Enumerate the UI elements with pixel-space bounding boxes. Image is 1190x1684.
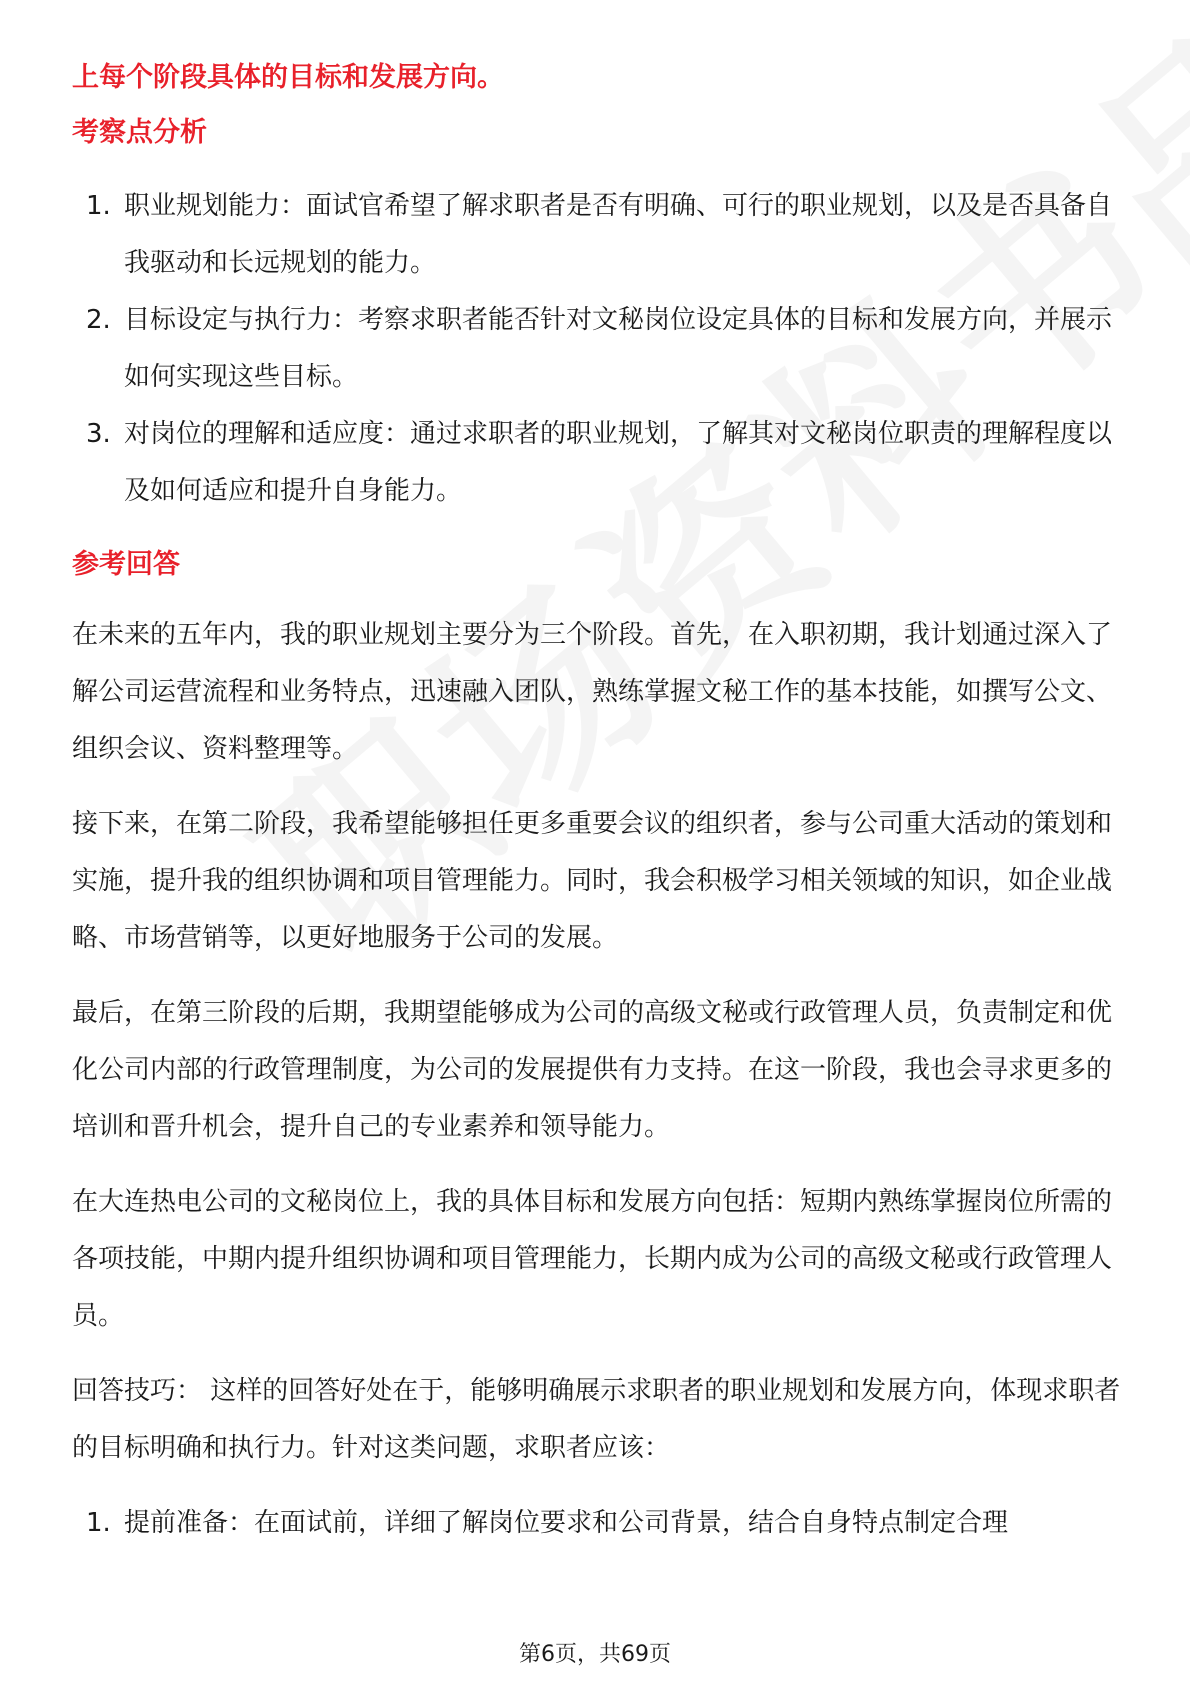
list-item-number: 2. — [86, 305, 111, 335]
list-item-number: 1. — [86, 1508, 111, 1538]
answer-paragraph: 在大连热电公司的文秘岗位上，我的具体目标和发展方向包括：短期内熟练掌握岗位所需的各项技能，中期内提升组织协调和项目管理能力，长期内成为公司的高级文秘或行政管理人员。 — [72, 1187, 1113, 1331]
answer-paragraph: 接下来，在第二阶段，我希望能够担任更多重要会议的组织者，参与公司重大活动的策划和实施，提升我的组织协调和项目管理能力。同时，我会积极学习相关领域的知识，如企业战略、市场营销等，以更好地服务于公司的发展。 — [72, 809, 1113, 953]
list-item-text: 目标设定与执行力：考察求职者能否针对文秘岗位设定具体的目标和发展方向，并展示如何实现这些目标。 — [124, 305, 1113, 392]
list-item — [72, 178, 1122, 292]
list-item-text: 职业规划能力：面试官希望了解求职者是否有明确、可行的职业规划，以及是否具备自我驱动和长远规划的能力。 — [124, 191, 1113, 278]
list-item-number: 1. — [86, 191, 111, 221]
answer-paragraph: 在未来的五年内，我的职业规划主要分为三个阶段。首先，在入职初期，我计划通过深入了解公司运营流程和业务特点，迅速融入团队，熟练掌握文秘工作的基本技能，如撰写公文、组织会议、资料整理等。 — [72, 620, 1113, 764]
list-item — [72, 406, 1122, 520]
list-item — [72, 1495, 1122, 1552]
list-item-text: 对岗位的理解和适应度：通过求职者的职业规划，了解其对文秘岗位职责的理解程度以及如何适应和提升自身能力。 — [124, 419, 1113, 506]
answer-paragraph: 最后，在第三阶段的后期，我期望能够成为公司的高级文秘或行政管理人员，负责制定和优化公司内部的行政管理制度，为公司的发展提供有力支持。在这一阶段，我也会寻求更多的培训和晋升机会，提升自己的专业素养和领导能力。 — [72, 998, 1113, 1142]
list-item-text: 提前准备：在面试前，详细了解岗位要求和公司背景，结合自身特点制定合理 — [124, 1508, 1009, 1538]
section-heading-analysis: 考察点分析 — [72, 117, 207, 148]
list-item — [72, 292, 1122, 406]
list-item-number: 3. — [86, 419, 111, 449]
analysis-list — [72, 178, 1122, 520]
intro-line: 上每个阶段具体的目标和发展方向。 — [72, 62, 504, 93]
page-footer: 第6页，共69页 — [519, 1642, 671, 1667]
answer-tips-paragraph: 回答技巧： 这样的回答好处在于，能够明确展示求职者的职业规划和发展方向，体现求职者的目标明确和执行力。针对这类问题，求职者应该： — [72, 1376, 1121, 1463]
section-heading-answer: 参考回答 — [72, 549, 180, 580]
tips-list — [72, 1495, 1122, 1552]
page-content — [72, 58, 1122, 1552]
